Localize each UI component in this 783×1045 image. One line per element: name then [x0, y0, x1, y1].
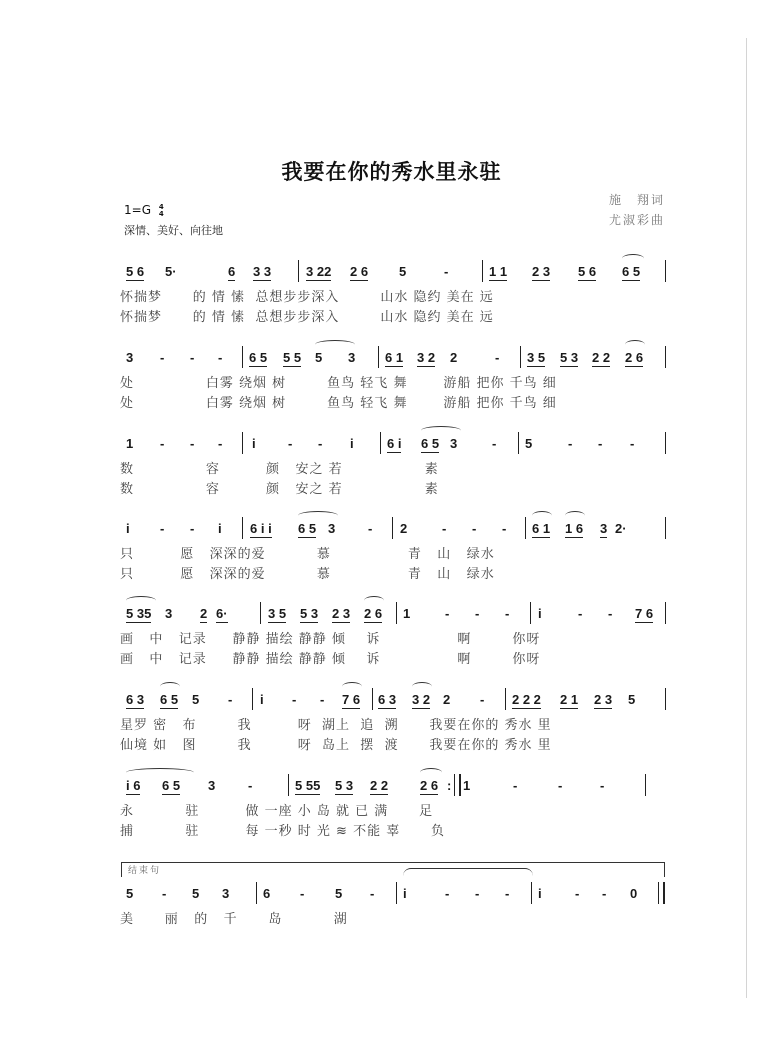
barline [242, 517, 243, 539]
barline [396, 882, 397, 904]
slur [298, 511, 338, 520]
slur [565, 511, 585, 520]
barline [531, 882, 532, 904]
notation-line: 3 - - - 6 5 5 5 5 3 6 1 3 2 2 - 3 5 5 3 2 2 2 6 [120, 344, 670, 368]
notation-line: 1 - - - i - - i 6 i 6 5 3 - 5 - - - [120, 430, 670, 454]
lyrics-verse-1: 星罗 密 布 我 呀 湖上 追 溯 我要在你的 秀水 里 [120, 718, 552, 733]
lyrics-verse-1: 数 容 颜 安之 若 素 [120, 462, 439, 477]
barline [520, 346, 521, 368]
barline [260, 602, 261, 624]
notation-line: 6 3 6 5 5 - i - - 7 6 6 3 3 2 2 - 2 2 2 2 1 2 3 5 [120, 686, 670, 710]
barline [242, 346, 243, 368]
ending-bracket [121, 862, 665, 877]
lyrics-verse-2: 只 愿 深深的爱 慕 青 山 绿水 [120, 567, 495, 582]
credits [609, 190, 665, 230]
barline [665, 432, 666, 454]
ending-label: 结束句 [128, 866, 162, 876]
slur [625, 340, 645, 349]
lyrics-verse-1: 永 驻 做 一座 小 岛 就 已 满 足 [120, 804, 434, 819]
barline [256, 882, 257, 904]
barline [665, 517, 666, 539]
barline [252, 688, 253, 710]
score-system-4 [120, 515, 670, 595]
key-signature: 1=G [124, 203, 151, 217]
barline [665, 688, 666, 710]
lyricist-credit: 施 翔词 [608, 193, 665, 207]
barline [665, 260, 666, 282]
barline [645, 774, 646, 796]
notation-line: i - - i 6 i i 6 5 3 - 2 - - - 6 1 1 6 3 2· [120, 515, 670, 539]
slur [421, 426, 461, 435]
slur [364, 596, 384, 605]
composer-credit: 尤淑彩曲 [608, 213, 665, 227]
final-barline [658, 882, 665, 904]
notation-line: 5 - 5 3 6 - 5 - i - - - i - - 0 [120, 880, 670, 904]
key-time-signature [124, 203, 164, 218]
notation-line: 5 6 5· 6 3 3 3 22 2 6 5 - 1 1 2 3 5 6 6 5 [120, 258, 670, 282]
time-signature: 4 4 [158, 202, 164, 218]
score-system-8 [120, 880, 670, 960]
slur [126, 596, 156, 605]
slur [342, 682, 362, 691]
score-system-1 [120, 258, 670, 338]
slur [160, 682, 180, 691]
lyrics-verse-1: 美 丽 的 千 岛 湖 [120, 912, 348, 927]
score-system-5 [120, 600, 670, 680]
tempo-marking: 深情、美好、向往地 [124, 224, 223, 237]
lyrics-verse-1: 只 愿 深深的爱 慕 青 山 绿水 [120, 547, 495, 562]
lyrics-verse-2: 捕 驻 每 一秒 时 光 ≋ 不能 辜 负 [120, 824, 445, 839]
lyrics-verse-2: 怀揣梦 的 情 愫 总想步步深入 山水 隐约 美在 远 [120, 310, 494, 325]
slur [532, 511, 552, 520]
notation-line: i 6 6 5 3 - 5 55 5 3 2 2 2 6 : 1 - - - [120, 772, 670, 796]
score-system-7 [120, 772, 670, 852]
barline [525, 517, 526, 539]
slur [126, 768, 194, 777]
lyrics-verse-2: 数 容 颜 安之 若 素 [120, 482, 439, 497]
barline [298, 260, 299, 282]
barline [242, 432, 243, 454]
barline [392, 517, 393, 539]
lyrics-verse-1: 处 白雾 绕烟 树 鱼鸟 轻飞 舞 游船 把你 千鸟 细 [120, 376, 557, 391]
barline [380, 432, 381, 454]
barline [482, 260, 483, 282]
barline [372, 688, 373, 710]
barline [665, 602, 666, 624]
slur [420, 768, 442, 777]
slur [315, 340, 355, 349]
repeat-barline [454, 774, 461, 796]
lyrics-verse-2: 处 白雾 绕烟 树 鱼鸟 轻飞 舞 游船 把你 千鸟 细 [120, 396, 557, 411]
lyrics-verse-1: 怀揣梦 的 情 愫 总想步步深入 山水 隐约 美在 远 [120, 290, 494, 305]
barline [665, 346, 666, 368]
song-title: 我要在你的秀水里永驻 [281, 159, 502, 184]
score-system-2 [120, 344, 670, 424]
slur [622, 254, 644, 263]
barline [378, 346, 379, 368]
lyrics-verse-1: 画 中 记录 静静 描绘 静静 倾 诉 啊 你呀 [120, 632, 541, 647]
barline [518, 432, 519, 454]
score-system-6 [120, 686, 670, 766]
notation-line: 5 35 3 2 6· 3 5 5 3 2 3 2 6 1 - - - i - - 7 6 [120, 600, 670, 624]
score-system-3 [120, 430, 670, 510]
barline [530, 602, 531, 624]
lyrics-verse-2: 画 中 记录 静静 描绘 静静 倾 诉 啊 你呀 [120, 652, 541, 667]
slur [412, 682, 432, 691]
lyrics-verse-2: 仙境 如 图 我 呀 岛上 摆 渡 我要在你的 秀水 里 [120, 738, 552, 753]
barline [396, 602, 397, 624]
tie [403, 868, 533, 879]
barline [288, 774, 289, 796]
barline [505, 688, 506, 710]
